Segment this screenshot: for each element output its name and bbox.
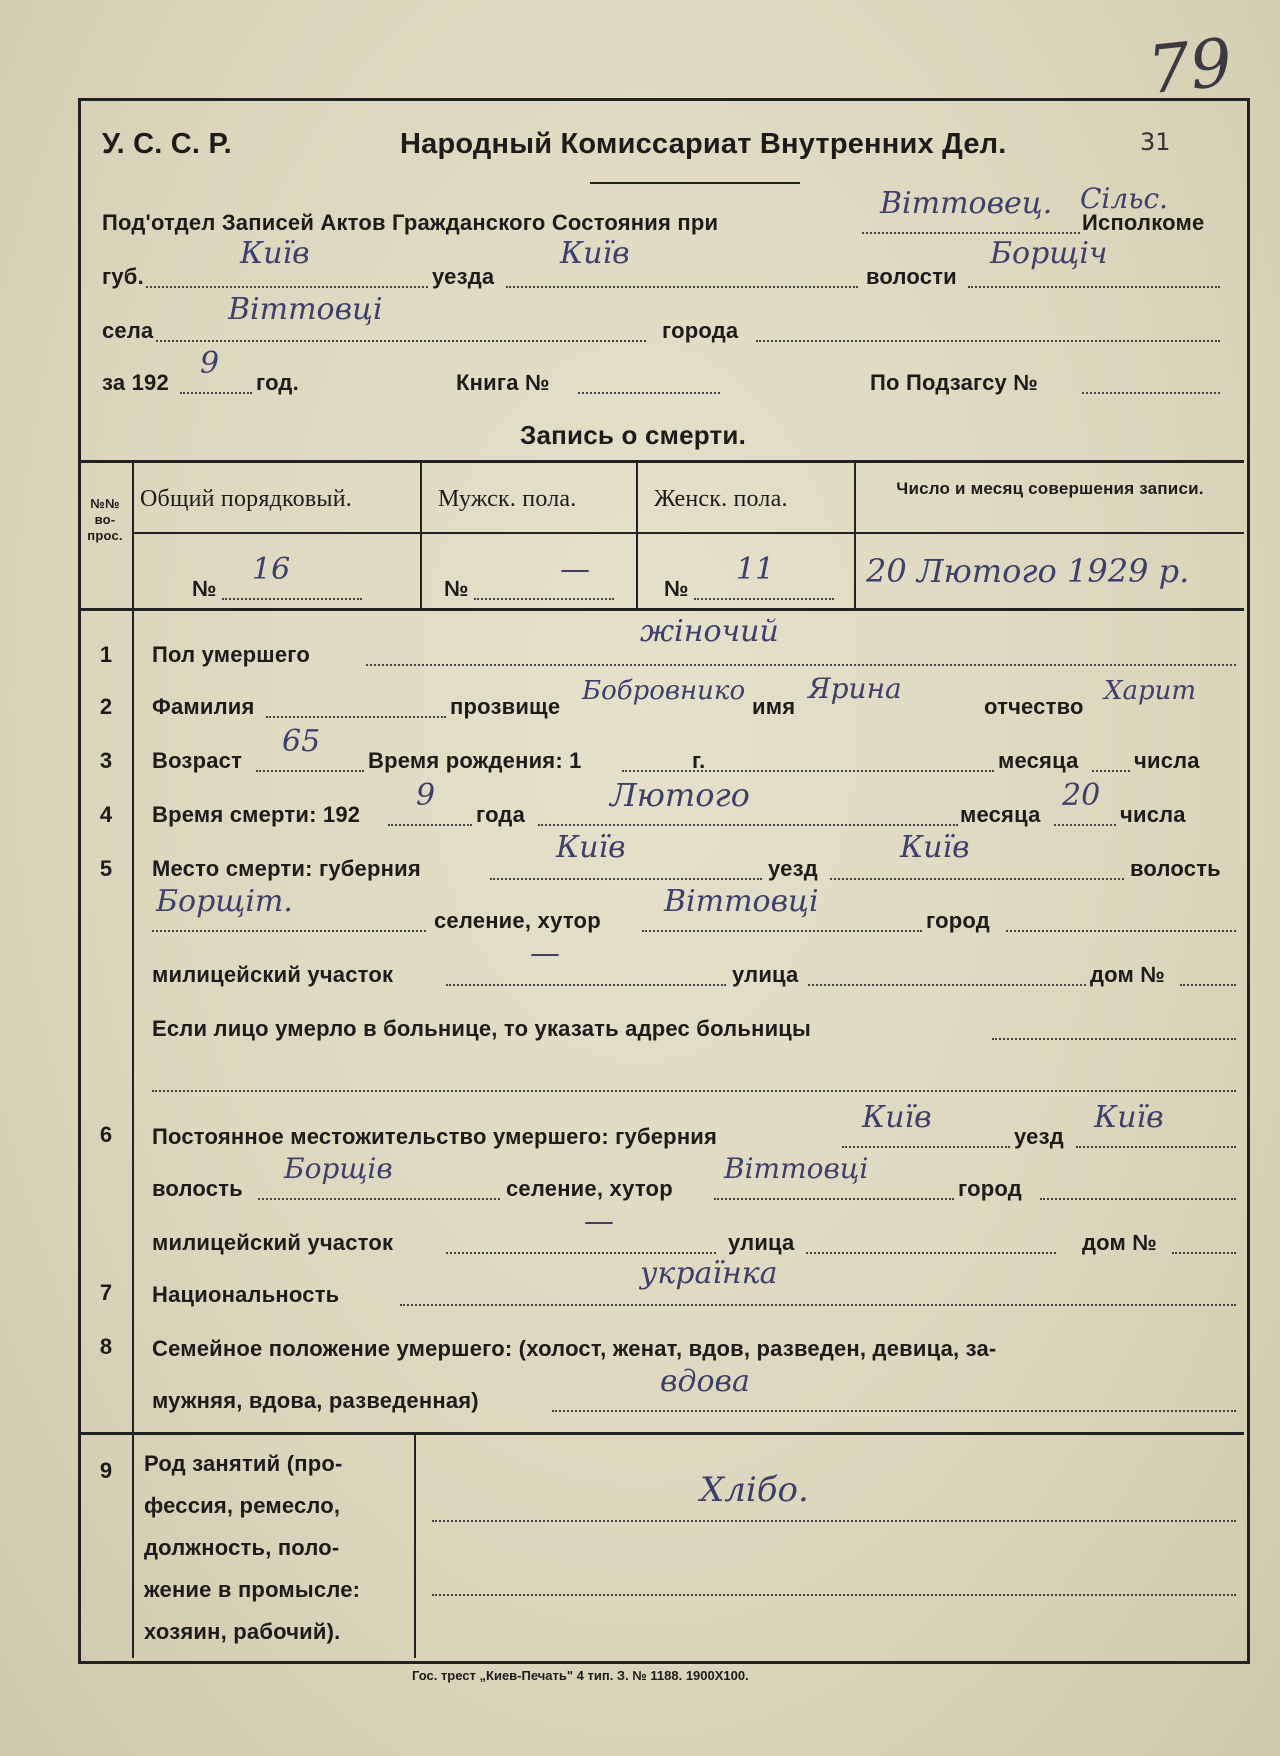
ussr-label: У. С. С. Р.	[102, 128, 232, 160]
row-5-gorod-dots	[1006, 930, 1236, 932]
qnum-column-line	[132, 460, 134, 1658]
form-title: Запись о смерти.	[520, 420, 747, 450]
row-8-label-line1: Семейное положение умершего: (холост, женат, вдов, разведен, девица, за-	[152, 1336, 997, 1361]
row-5-hosp-dots	[992, 1038, 1236, 1040]
male-header: Мужск. пола.	[438, 486, 577, 512]
row-6-dom-dots	[1172, 1252, 1236, 1254]
row-5-street-dots	[808, 984, 1086, 986]
row-5-milit-dots	[446, 984, 726, 986]
gorod-dots	[756, 340, 1220, 342]
book-dots	[578, 392, 720, 394]
row-5-uezd-dots	[830, 878, 1124, 880]
male-value: —	[560, 552, 590, 587]
row-5-hosp-dots-2	[152, 1090, 1236, 1092]
row-5-gub-value: Київ	[556, 830, 626, 865]
row-6-selo-value: Віттовці	[724, 1152, 869, 1185]
row-5-selo-label: селение, хутор	[434, 908, 601, 933]
year-suffix: год.	[256, 370, 299, 395]
row-4-month-value: Лютого	[610, 776, 750, 814]
gub-label: губ.	[102, 264, 144, 289]
row-3-g-label: г.	[692, 748, 706, 773]
male-column-line	[636, 460, 638, 608]
row-5-hosp-label: Если лицо умерло в больнице, то указать адрес больницы	[152, 1016, 812, 1041]
row-3-month-label: месяца	[998, 748, 1079, 773]
row-6-gorod-dots	[1040, 1198, 1236, 1200]
row-6-uezd-dots	[1076, 1146, 1236, 1148]
year-label: за 192	[102, 370, 169, 395]
row-6-selo-label: селение, хутор	[506, 1176, 673, 1201]
row-4-label: Время смерти: 192	[152, 802, 361, 827]
row-2-otch-label: отчество	[984, 694, 1084, 719]
row-5-volost-dots	[152, 930, 426, 932]
row-2-prozv-label: прозвище	[450, 694, 561, 719]
row-6-volost-dots	[258, 1198, 500, 1200]
row-7-dots	[400, 1304, 1236, 1306]
table-bottom-line	[78, 608, 1244, 611]
row-6-volost-label: волость	[152, 1176, 243, 1201]
row-6-dom-label: дом №	[1082, 1230, 1158, 1255]
row-1-number: 1	[99, 642, 113, 667]
row-7-number: 7	[99, 1280, 113, 1305]
row-9-top-line	[78, 1432, 1244, 1435]
row-8-number: 8	[99, 1334, 113, 1359]
row-6-gub-dots	[842, 1146, 1010, 1148]
row-3-month-dots	[1092, 770, 1130, 772]
male-no-sign: №	[444, 576, 469, 601]
uezd-value: Київ	[560, 236, 630, 271]
row-6-selo-dots	[714, 1198, 954, 1200]
row-6-label: Постоянное местожительство умершего: губерния	[152, 1124, 718, 1149]
row-8-value: вдова	[660, 1364, 750, 1399]
row-2-name-value: Ярина	[808, 672, 902, 705]
row-6-volost-value: Борщів	[284, 1152, 393, 1185]
row-3-number: 3	[99, 748, 113, 773]
row-9-label-line2: фессия, ремесло,	[144, 1493, 341, 1518]
row-3-day-label: числа	[1134, 748, 1200, 773]
row-9-dots-2	[432, 1594, 1236, 1596]
row-9-label-line5: хозяин, рабочий).	[144, 1619, 341, 1644]
row-7-label: Национальность	[152, 1282, 340, 1307]
gub-dots	[146, 286, 428, 288]
row-3-age-label: Возраст	[152, 748, 243, 773]
row-5-gorod-label: город	[926, 908, 990, 933]
general-no-sign: №	[192, 576, 217, 601]
gorod-label: города	[662, 318, 739, 343]
selo-dots	[156, 340, 646, 342]
row-4-year-label: года	[476, 802, 526, 827]
row-9-label-line4: жение в промысле:	[144, 1577, 361, 1602]
office-suffix-handwritten: Сільс.	[1080, 182, 1169, 215]
row-9-label-line1: Род занятий (про-	[144, 1451, 343, 1476]
volost-dots	[968, 286, 1220, 288]
row-5-uezd-label: уезд	[768, 856, 818, 881]
row-9-number: 9	[99, 1458, 113, 1483]
row-5-milit-value: —	[530, 936, 560, 971]
row-2-fam-dots	[266, 716, 446, 718]
row-6-gub-value: Київ	[862, 1100, 932, 1135]
commissariat-title: Народный Комиссариат Внутренних Дел.	[400, 128, 1007, 160]
uezd-dots	[506, 286, 858, 288]
selo-value: Віттовці	[228, 292, 383, 327]
female-header: Женск. пола.	[654, 486, 788, 512]
general-column-line	[420, 460, 422, 608]
female-no-sign: №	[664, 576, 689, 601]
book-label: Книга №	[456, 370, 550, 395]
row-6-street-label: улица	[728, 1230, 795, 1255]
table-top-line	[78, 460, 1244, 463]
female-column-line	[854, 460, 856, 608]
row-4-number: 4	[99, 802, 113, 827]
row-4-day-value: 20	[1062, 778, 1101, 813]
row-4-month-dots	[538, 824, 958, 826]
row-2-otch-value: Харит	[1104, 676, 1197, 706]
row-5-gub-dots	[490, 878, 762, 880]
row-9-value: Хлібо.	[700, 1470, 809, 1510]
date-value: 20 Лютого 1929 р.	[866, 552, 1190, 590]
gub-value: Київ	[240, 236, 310, 271]
archive-number: 79	[1144, 23, 1236, 110]
year-digit: 9	[200, 346, 220, 381]
row-6-milit-label: милицейский участок	[152, 1230, 394, 1255]
row-5-milit-label: милицейский участок	[152, 962, 394, 987]
year-dots	[180, 392, 252, 394]
row-7-value: українка	[640, 1256, 778, 1291]
row-8-label-line2: мужняя, вдова, разведенная)	[152, 1388, 479, 1413]
row-5-selo-dots	[642, 930, 922, 932]
office-suffix: Исполкоме	[1082, 210, 1205, 235]
row-6-milit-value: —	[584, 1204, 614, 1239]
row-5-dom-label: дом №	[1090, 962, 1166, 987]
general-header: Общий порядковый.	[140, 486, 352, 512]
volost-label: волости	[866, 264, 957, 289]
row-3-birth-label: Время рождения: 1	[368, 748, 582, 773]
podzagsu-dots	[1082, 392, 1220, 394]
general-dots	[222, 598, 362, 600]
row-2-fam-label: Фамилия	[152, 694, 255, 719]
row-6-number: 6	[99, 1122, 113, 1147]
print-footer: Гос. трест „Киев-Печать" 4 тип. З. № 1188. 1900Х100.	[412, 1668, 749, 1683]
row-5-volost-label: волость	[1130, 856, 1221, 881]
office-value: Віттовец.	[880, 186, 1053, 221]
sheet-number: 31	[1140, 128, 1171, 156]
office-label: Под'отдел Записей Актов Гражданского Состояния при	[102, 210, 719, 235]
row-5-number: 5	[99, 856, 113, 881]
row-1-dots	[366, 664, 1236, 666]
row-4-year-value: 9	[416, 778, 436, 813]
row-2-number: 2	[99, 694, 113, 719]
row-8-dots	[552, 1410, 1236, 1412]
row-4-day-dots	[1054, 824, 1116, 826]
female-value: 11	[736, 552, 775, 587]
row-4-day-label: числа	[1120, 802, 1186, 827]
row-4-year-dots	[388, 824, 472, 826]
date-header: Число и месяц совершения записи.	[896, 479, 1204, 498]
row-3-birth-dots	[622, 770, 994, 772]
header-divider	[590, 182, 800, 184]
podzagsu-label: По Подзагсу №	[870, 370, 1039, 395]
row-9-label-line3: должность, поло-	[144, 1535, 340, 1560]
row-6-gorod-label: город	[958, 1176, 1022, 1201]
row-6-uezd-label: уезд	[1014, 1124, 1064, 1149]
row-2-name-label: имя	[752, 694, 796, 719]
row-3-age-value: 65	[282, 724, 321, 759]
row-6-uezd-value: Київ	[1094, 1100, 1164, 1135]
qnum-header: №№ во- прос.	[87, 496, 123, 543]
row-5-selo-value: Віттовці	[664, 884, 819, 919]
selo-label: села	[102, 318, 154, 343]
row-5-street-label: улица	[732, 962, 799, 987]
row-5-volost-value: Борщіт.	[156, 884, 293, 919]
row-6-milit-dots	[446, 1252, 716, 1254]
row-6-street-dots	[806, 1252, 1056, 1254]
table-mid-line	[134, 532, 1244, 534]
row-5-label: Место смерти: губерния	[152, 856, 421, 881]
uezd-label: уезда	[432, 264, 495, 289]
row-9-divider	[414, 1432, 416, 1658]
male-dots	[474, 598, 614, 600]
general-value: 16	[252, 552, 291, 587]
row-5-dom-dots	[1180, 984, 1236, 986]
row-5-uezd-value: Київ	[900, 830, 970, 865]
row-3-age-dots	[256, 770, 364, 772]
volost-value: Борщіч	[990, 236, 1108, 271]
office-dots	[862, 232, 1080, 234]
row-1-value: жіночий	[640, 614, 779, 649]
female-dots	[694, 598, 834, 600]
row-9-dots-1	[432, 1520, 1236, 1522]
row-1-label: Пол умершего	[152, 642, 310, 667]
row-2-prozv-value: Бобровнико	[582, 676, 746, 706]
row-4-month-label: месяца	[960, 802, 1041, 827]
